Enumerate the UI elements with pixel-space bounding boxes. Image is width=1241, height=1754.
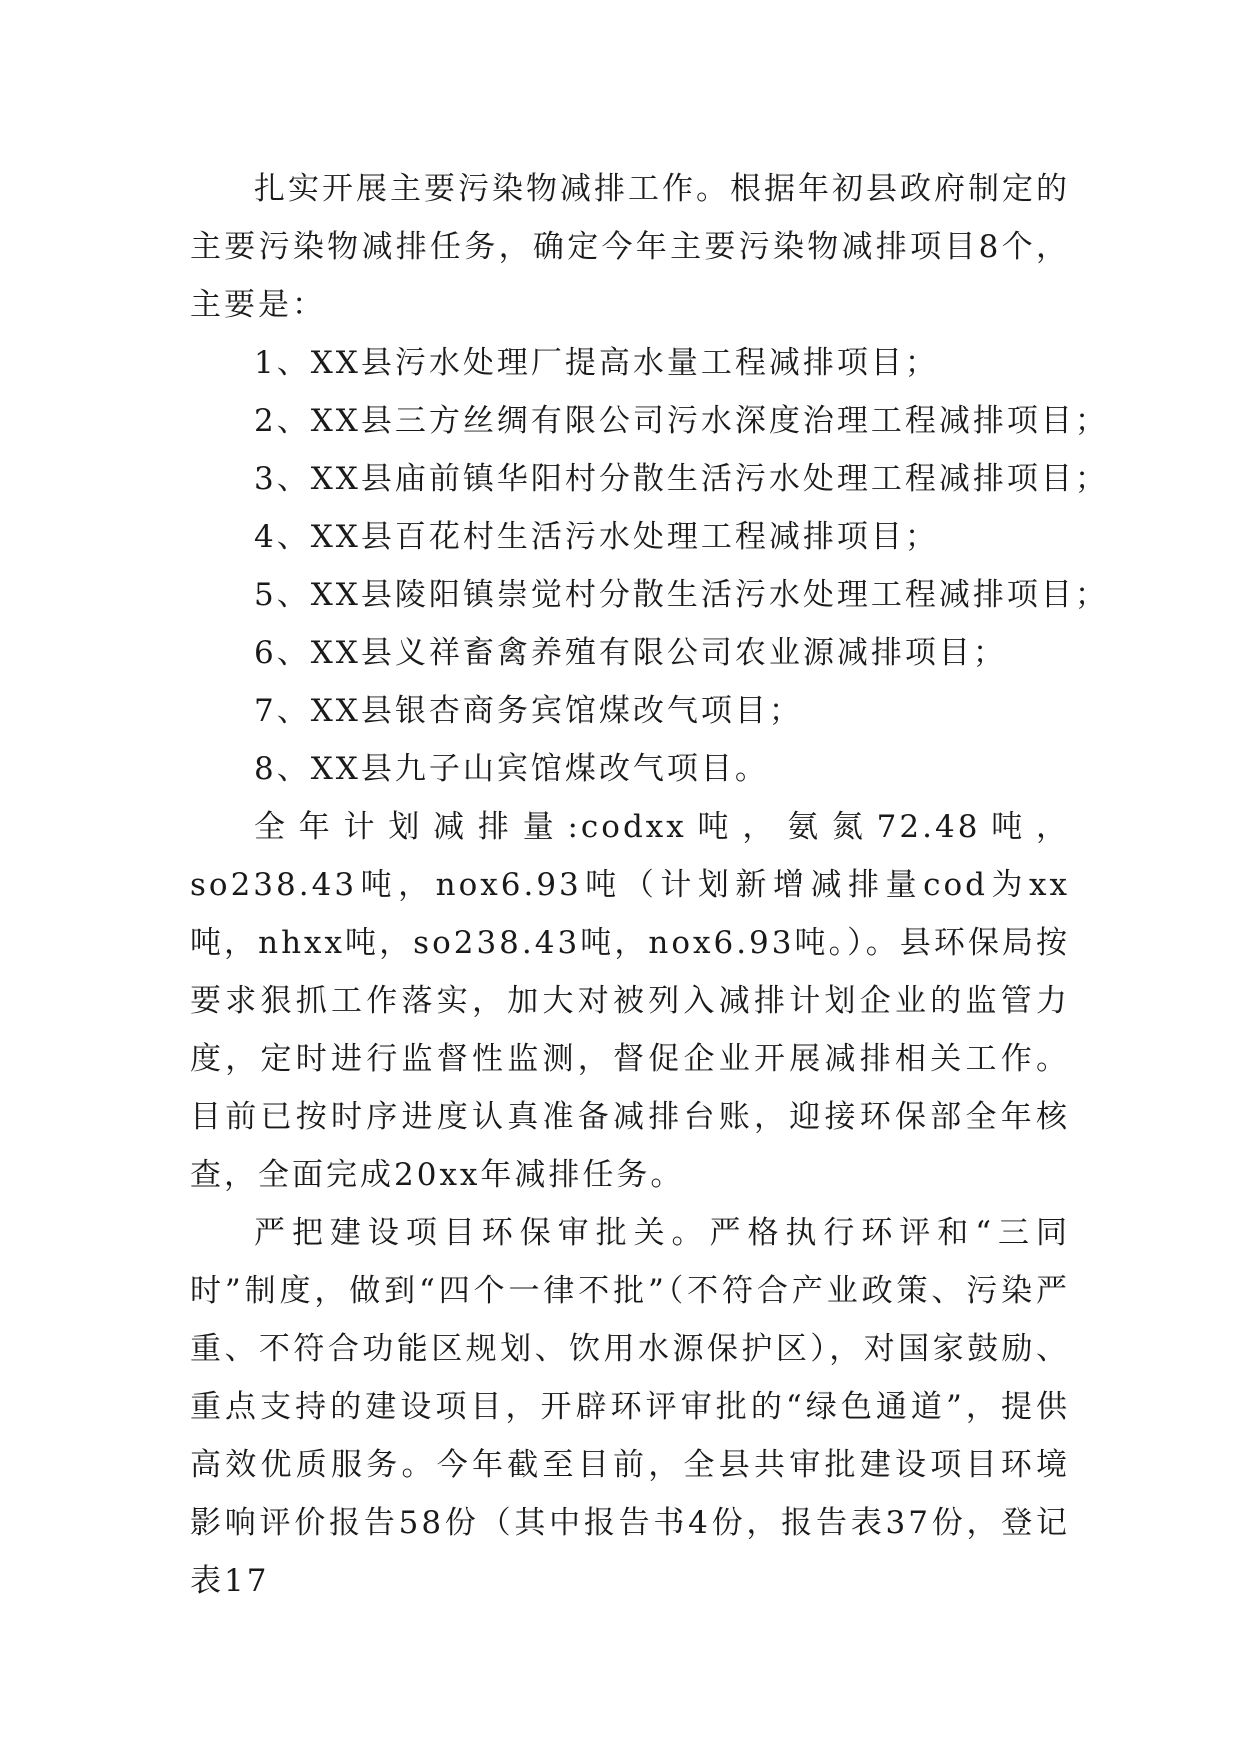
list-item: 3、XX县庙前镇华阳村分散生活污水处理工程减排项目； [254,461,1109,497]
list-item: 1、XX县污水处理厂提高水量工程减排项目； [254,345,939,381]
reduction-paragraph: 全年计划减排量:codxx吨，氨氮72.48吨，so238.43吨，nox6.93吨（计划新增减排量cod为xx吨，nhxx吨，so238.43吨，nox6.93吨。）。县环保局按要求狠抓工作落实，加大对被列入减排计划企业的监管力度，定时进行监督性监测，督促企业开展减排相关工作。目前已按时序进度认真准备减排台账，迎接环保部全年核查，全面完成20xx年减排任务。 [190,809,1070,1193]
list-item: 2、XX县三方丝绸有限公司污水深度治理工程减排项目； [254,403,1109,439]
list-item: 8、XX县九子山宾馆煤改气项目。 [254,751,769,787]
list-item: 7、XX县银杏商务宾馆煤改气项目； [254,693,803,729]
list-item: 4、XX县百花村生活污水处理工程减排项目； [254,519,939,555]
approval-paragraph: 严把建设项目环保审批关。严格执行环评和“三同时”制度，做到“四个一律不批”（不符合产业政策、污染严重、不符合功能区规划、饮用水源保护区），对国家鼓励、重点支持的建设项目，开辟环评审批的“绿色通道”，提供高效优质服务。今年截至目前，全县共审批建设项目环境影响评价报告58份（其中报告书4份，报告表37份，登记表17 [190,1215,1070,1599]
document-body [190,160,1109,1610]
list-item: 5、XX县陵阳镇崇觉村分散生活污水处理工程减排项目； [254,577,1109,613]
project-list [190,334,1109,798]
list-item: 6、XX县义祥畜禽养殖有限公司农业源减排项目； [254,635,1007,671]
intro-paragraph: 扎实开展主要污染物减排工作。根据年初县政府制定的主要污染物减排任务，确定今年主要污染物减排项目8个，主要是： [190,171,1070,323]
